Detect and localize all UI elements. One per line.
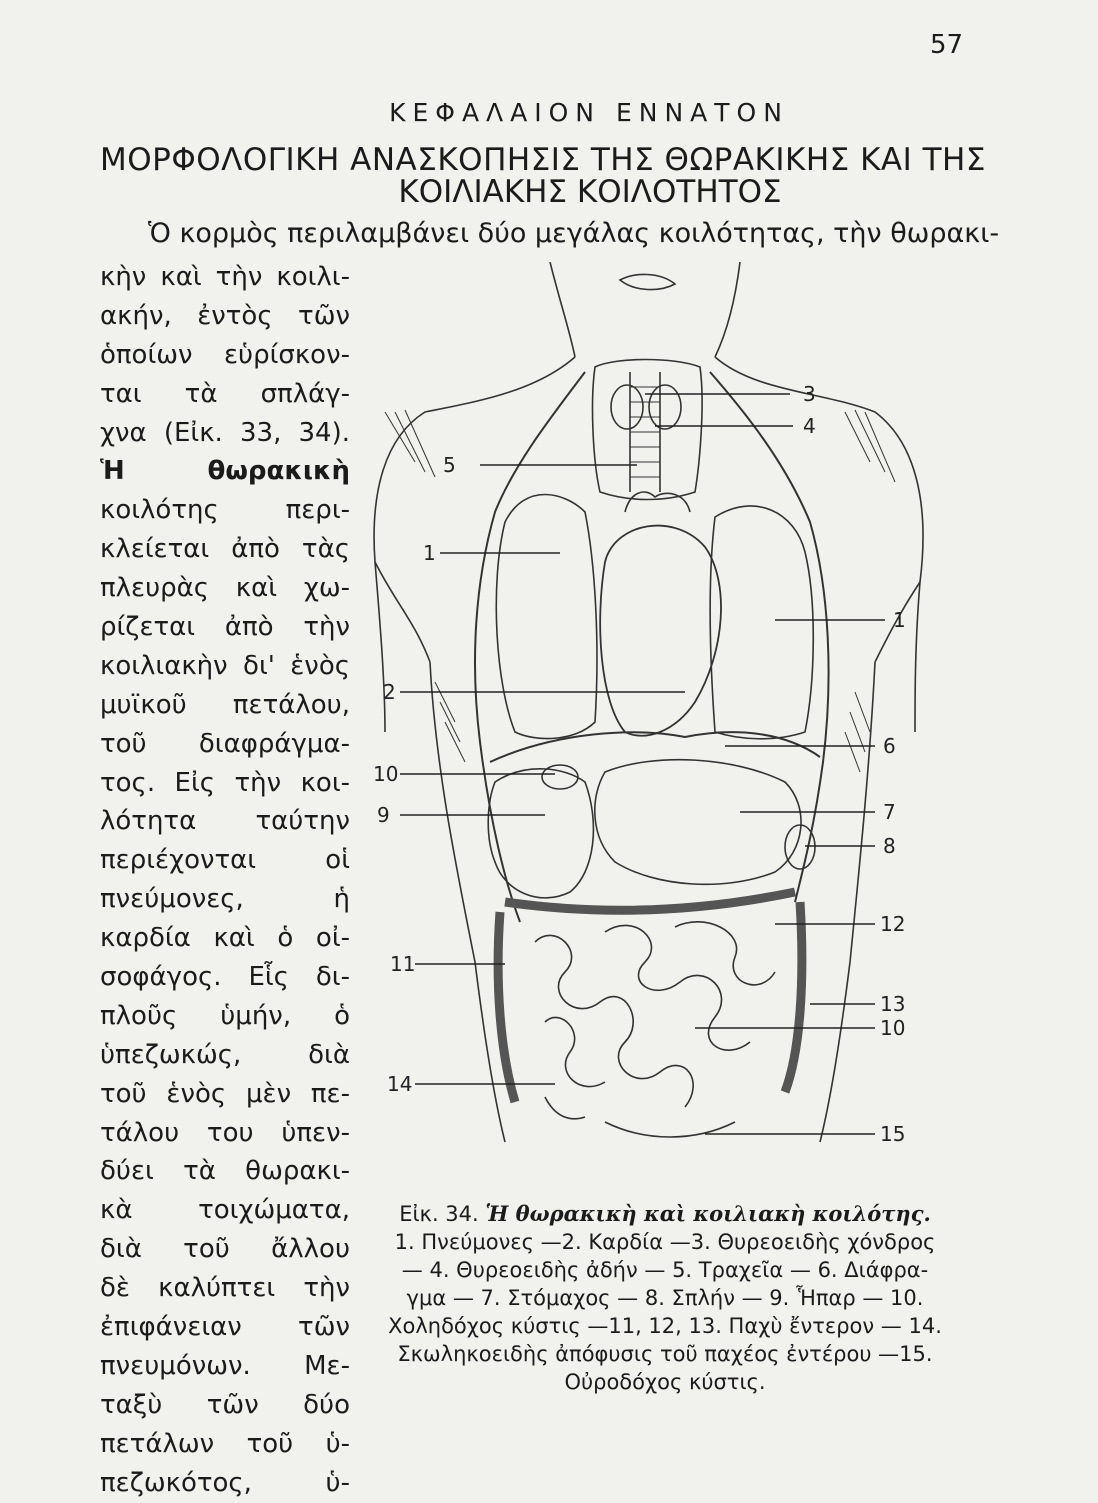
callout-label: 4: [803, 414, 816, 438]
body-line: χνα (Εἰκ. 33, 34).: [100, 417, 350, 448]
body-line: καρδία καὶ ὁ οἰ-: [100, 923, 350, 954]
callout-label: 5: [443, 453, 456, 477]
body-line: ται τὰ σπλάγ-: [100, 378, 350, 409]
body-line: κοιλότης περι-: [100, 495, 350, 526]
caption-line: 1. Πνεύμονες —2. Καρδία —3. Θυρεοειδὴς χόνδρος: [394, 1230, 936, 1254]
body-line: κὴν καὶ τὴν κοιλι-: [100, 262, 350, 292]
body-line: κλείεται ἀπὸ τὰς: [100, 534, 350, 565]
callout-label: 1: [423, 541, 436, 565]
torso-illustration: [355, 262, 925, 1172]
callout-label: 7: [883, 800, 896, 824]
body-line: πλευρὰς καὶ χω-: [100, 573, 350, 604]
body-line: μυϊκοῦ πετάλου,: [100, 689, 350, 720]
callout-label: 15: [880, 1122, 906, 1146]
caption-line: Οὐροδόχος κύστις.: [564, 1370, 766, 1394]
body-line: κοιλιακὴν δι' ἑνὸς: [100, 650, 350, 681]
caption-heading: [350, 1200, 980, 1228]
caption-line: Χοληδόχος κύστις —11, 12, 13. Παχὺ ἔντερον — 14.: [388, 1314, 942, 1338]
body-line: πνευμόνων. Με-: [100, 1350, 350, 1381]
body-line: ακήν, ἐντὸς τῶν: [100, 300, 350, 331]
callout-label: 11: [390, 952, 416, 976]
body-line: τοῦ διαφράγμα-: [100, 728, 350, 759]
body-line: ἐπιφάνειαν τῶν: [100, 1312, 350, 1343]
body-line: διὰ τοῦ ἄλλου: [100, 1234, 350, 1265]
body-text-column: [100, 258, 350, 1503]
body-line: ρίζεται ἀπὸ τὴν: [100, 612, 350, 643]
body-line: τος. Εἰς τὴν κοι-: [100, 767, 350, 798]
body-line: ὁποίων εὑρίσκον-: [100, 339, 350, 370]
figure-label: Εἰκ. 34.: [399, 1202, 479, 1226]
body-line: δύει τὰ θωρακι-: [100, 1156, 350, 1187]
caption-line: — 4. Θυρεοειδὴς ἀδήν — 5. Τραχεῖα — 6. Διάφρα-: [401, 1258, 929, 1282]
callout-label: 1: [893, 608, 906, 632]
body-line: τοῦ ἑνὸς μὲν πε-: [100, 1078, 350, 1109]
body-line: σοφάγος. Εἷς δι-: [100, 962, 350, 993]
body-line: ὑπεζωκώς, διὰ: [100, 1039, 350, 1070]
callout-label: 8: [883, 834, 896, 858]
caption-line: Σκωληκοειδὴς ἀπόφυσις τοῦ παχέος ἐντέρου —15.: [397, 1342, 933, 1366]
anatomy-figure: [355, 262, 925, 1172]
callout-label: 13: [880, 992, 906, 1016]
section-title-line1: ΜΟΡΦΟΛΟΓΙΚΗ ΑΝΑΣΚΟΠΗΣΙΣ ΤΗΣ ΘΩΡΑΚΙΚΗΣ ΚΑΙ ΤΗΣ: [100, 142, 986, 178]
body-line: πεζωκότος, ὑ-: [100, 1467, 350, 1498]
figure-caption: [350, 1200, 980, 1396]
callout-label: 3: [803, 382, 816, 406]
callout-label: 6: [883, 734, 896, 758]
callout-label: 14: [387, 1072, 413, 1096]
section-title-line2: ΚΟΙΛΙΑΚΗΣ ΚΟΙΛΟΤΗΤΟΣ: [398, 174, 782, 210]
chapter-heading: ΚΕΦΑΛΑΙΟΝ ΕΝΝΑΤΟΝ: [389, 98, 789, 127]
body-line: ταξὺ τῶν δύο: [100, 1389, 350, 1420]
body-line: περιέχονται οἱ: [100, 845, 350, 876]
intro-line: Ὁ κορμὸς περιλαμβάνει δύο μεγάλας κοιλότητας, τὴν θωρακι-: [148, 218, 1000, 249]
figure-title: Ἡ θωρακικὴ καὶ κοιλιακὴ κοιλότης.: [485, 1201, 931, 1226]
body-line: λότητα ταύτην: [100, 806, 350, 837]
callout-label: 10: [880, 1016, 906, 1040]
callout-label: 2: [383, 680, 396, 704]
callout-label: 10: [373, 762, 399, 786]
body-line: κὰ τοιχώματα,: [100, 1195, 350, 1226]
caption-line: γμα — 7. Στόμαχος — 8. Σπλήν — 9. Ἧπαρ — 10.: [406, 1286, 924, 1310]
body-line: τάλου του ὑπεν-: [100, 1117, 350, 1148]
body-line: δὲ καλύπτει τὴν: [100, 1273, 350, 1304]
body-line: πνεύμονες, ἡ: [100, 884, 350, 915]
body-line: πλοῦς ὑμήν, ὁ: [100, 1000, 350, 1031]
callout-label: 12: [880, 912, 906, 936]
body-line: Ἡ θωρακικὴ: [100, 456, 350, 487]
page-number: 57: [930, 30, 964, 60]
body-line: πετάλων τοῦ ὑ-: [100, 1428, 350, 1459]
callout-label: 9: [377, 803, 390, 827]
